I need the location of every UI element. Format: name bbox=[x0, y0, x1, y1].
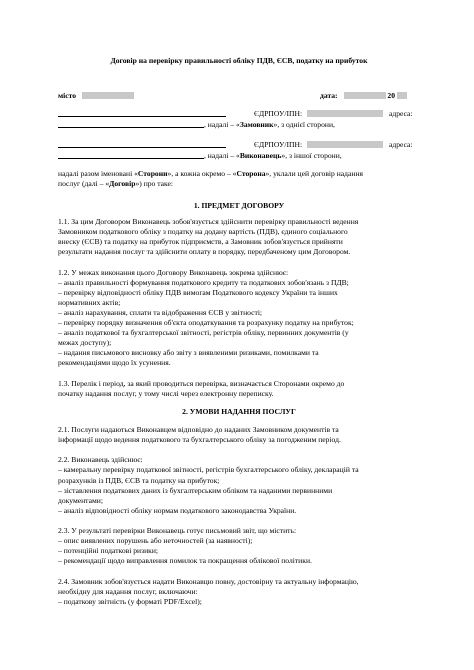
paragraph-line: – камеральну перевірку податкової звітності, регістрів бухгалтерського обліку, декларацій та bbox=[58, 465, 359, 475]
party2-role: Виконавець bbox=[239, 151, 282, 160]
year-field[interactable] bbox=[397, 92, 407, 99]
paragraph-line: рекомендаціями щодо їх усунення. bbox=[58, 358, 171, 368]
preamble-text: », а кожна окремо – « bbox=[167, 169, 237, 178]
paragraph-line: – зіставлення податкових даних із бухгалтерським обліком та наданими первинними bbox=[58, 485, 333, 495]
party2-edrpou-label: ЄДРПОУ/ІПН: bbox=[254, 140, 303, 149]
paragraph-line: 1.1. За цим Договором Виконавець зобов'язується здійснити перевірку правильності ведення bbox=[58, 217, 359, 226]
date-field[interactable] bbox=[344, 92, 386, 99]
party2-edrpou-field[interactable] bbox=[307, 141, 383, 148]
paragraph-line: Замовником податкового обліку з податку на додану вартість (ПДВ), єдиного соціального bbox=[58, 227, 348, 237]
party1-edrpou-label: ЄДРПОУ/ІПН: bbox=[254, 109, 303, 118]
party1-address-field[interactable] bbox=[58, 120, 204, 128]
city-date-row bbox=[58, 91, 420, 100]
paragraph-line: – перевірку порядку визначення об'єкта оподаткування та розрахунку податку на прибуток; bbox=[58, 318, 354, 327]
paragraph-line: – опис виявлених порушень або неточностей (за наявності); bbox=[58, 536, 253, 546]
party2-address-label: адреса: bbox=[389, 140, 413, 149]
preamble-text: послуг (далі – « bbox=[58, 179, 110, 188]
paragraph-line: внеску (ЄСВ) та податку на прибуток підприємств, а Замовник зобов'язується прийняти bbox=[58, 237, 343, 247]
paragraph-line: початку надання послуг, у тому числі через електронну переписку. bbox=[58, 388, 274, 398]
preamble-party: Сторона bbox=[236, 169, 266, 178]
paragraph-line: 2.4. Замовник зобов'язується надати Виконавцю повну, достовірну та актуальну інформацію, bbox=[58, 576, 359, 586]
preamble-line-1 bbox=[58, 169, 420, 178]
paragraph-line: 2.1. Послуги надаються Виконавцем відповідно до наданих Замовником документів та bbox=[58, 425, 339, 434]
party2-row2 bbox=[58, 151, 420, 160]
date-label: дата: bbox=[320, 91, 338, 100]
paragraph-line: необхідну для надання послуг, включаючи: bbox=[58, 586, 198, 596]
date-year: 20 bbox=[387, 91, 395, 100]
paragraph-line: – перевірку відповідності обліку ПДВ вимогам Податкового кодексу України та інших bbox=[58, 287, 338, 297]
date-group bbox=[320, 91, 407, 100]
preamble-text: », уклали цей договір надання bbox=[265, 169, 364, 178]
paragraph-line: 1.3. Перелік і період, за який проводиться перевірка, визначається Сторонами окремо до bbox=[58, 378, 345, 388]
section-heading: 1. ПРЕДМЕТ ДОГОВОРУ bbox=[193, 201, 285, 210]
party2-name-field[interactable] bbox=[58, 140, 226, 148]
party2-row1 bbox=[58, 140, 420, 149]
section-heading: 2. УМОВИ НАДАННЯ ПОСЛУГ bbox=[182, 407, 296, 416]
paragraph-line: – податкову звітність (у форматі PDF/Excel); bbox=[58, 596, 202, 606]
party1-edrpou-field[interactable] bbox=[307, 110, 383, 117]
document-title: Договір на перевірку правильності обліку ПДВ, ЄСВ, податку на прибуток bbox=[110, 56, 368, 65]
paragraph-line: – рекомендації щодо виправлення помилок та покращення облікової політики. bbox=[58, 556, 312, 566]
paragraph-line: 2.2. Виконавець здійснює: bbox=[58, 455, 143, 465]
paragraph-line: розрахунків із ПДВ, ЄСВ та податку на прибуток; bbox=[58, 475, 220, 485]
preamble-parties: Сторони bbox=[137, 169, 168, 178]
preamble-line-2 bbox=[58, 179, 420, 188]
preamble-text: ») про таке: bbox=[135, 179, 174, 188]
paragraph-line: нормативних актів; bbox=[58, 297, 121, 307]
party2-address-field[interactable] bbox=[58, 151, 204, 159]
party1-suffix-pre: , надалі – « bbox=[204, 120, 240, 129]
party2-suffix-pre: , надалі – « bbox=[204, 151, 240, 160]
paragraph-line: інформації щодо ведення податкового та бухгалтерського обліку за погодженим період. bbox=[58, 435, 341, 445]
party2-suffix-post: », з іншої сторони, bbox=[281, 151, 342, 160]
party1-suffix-post: », з однієї сторони, bbox=[273, 120, 335, 129]
paragraph-line: – потенційні податкові ризики; bbox=[58, 546, 158, 556]
party1-address-label: адреса: bbox=[389, 109, 413, 118]
party1-row2 bbox=[58, 120, 420, 129]
party1-row1 bbox=[58, 109, 420, 118]
party1-name-field[interactable] bbox=[58, 109, 226, 117]
party1-role: Замовник bbox=[239, 120, 274, 129]
paragraph-line: – аналіз податкової та бухгалтерської звітності, регістрів обліку, первинних документів (у bbox=[58, 328, 349, 338]
preamble-text: надалі разом іменовані « bbox=[58, 169, 138, 178]
paragraph-line: – аналіз відповідності обліку нормам податкового законодавства України. bbox=[58, 505, 297, 515]
city-label: місто bbox=[58, 91, 77, 100]
city-field[interactable] bbox=[82, 92, 134, 99]
paragraph-line: – аналіз правильності формування податкового кредиту та податкових зобов'язань з ПДВ; bbox=[58, 277, 349, 287]
paragraph-line: результати надання послуг та здійснити оплату в порядку, передбаченому цим Договором. bbox=[58, 247, 351, 257]
preamble-contract: Договір bbox=[109, 179, 136, 188]
paragraph-line: межах доступу); bbox=[58, 338, 112, 348]
paragraph-line: – аналіз нарахування, сплати та відображення ЄСВ у звітності; bbox=[58, 307, 263, 317]
paragraph-line: документами; bbox=[58, 495, 103, 505]
paragraph-line: – надання письмового висновку або звіту з виявленими ризиками, помилками та bbox=[58, 348, 319, 358]
paragraph-line: 2.3. У результаті перевірки Виконавець готує письмовий звіт, що містить: bbox=[58, 526, 297, 535]
paragraph-line: 1.2. У межах виконання цього Договору Виконавець зокрема здійснює: bbox=[58, 267, 289, 277]
